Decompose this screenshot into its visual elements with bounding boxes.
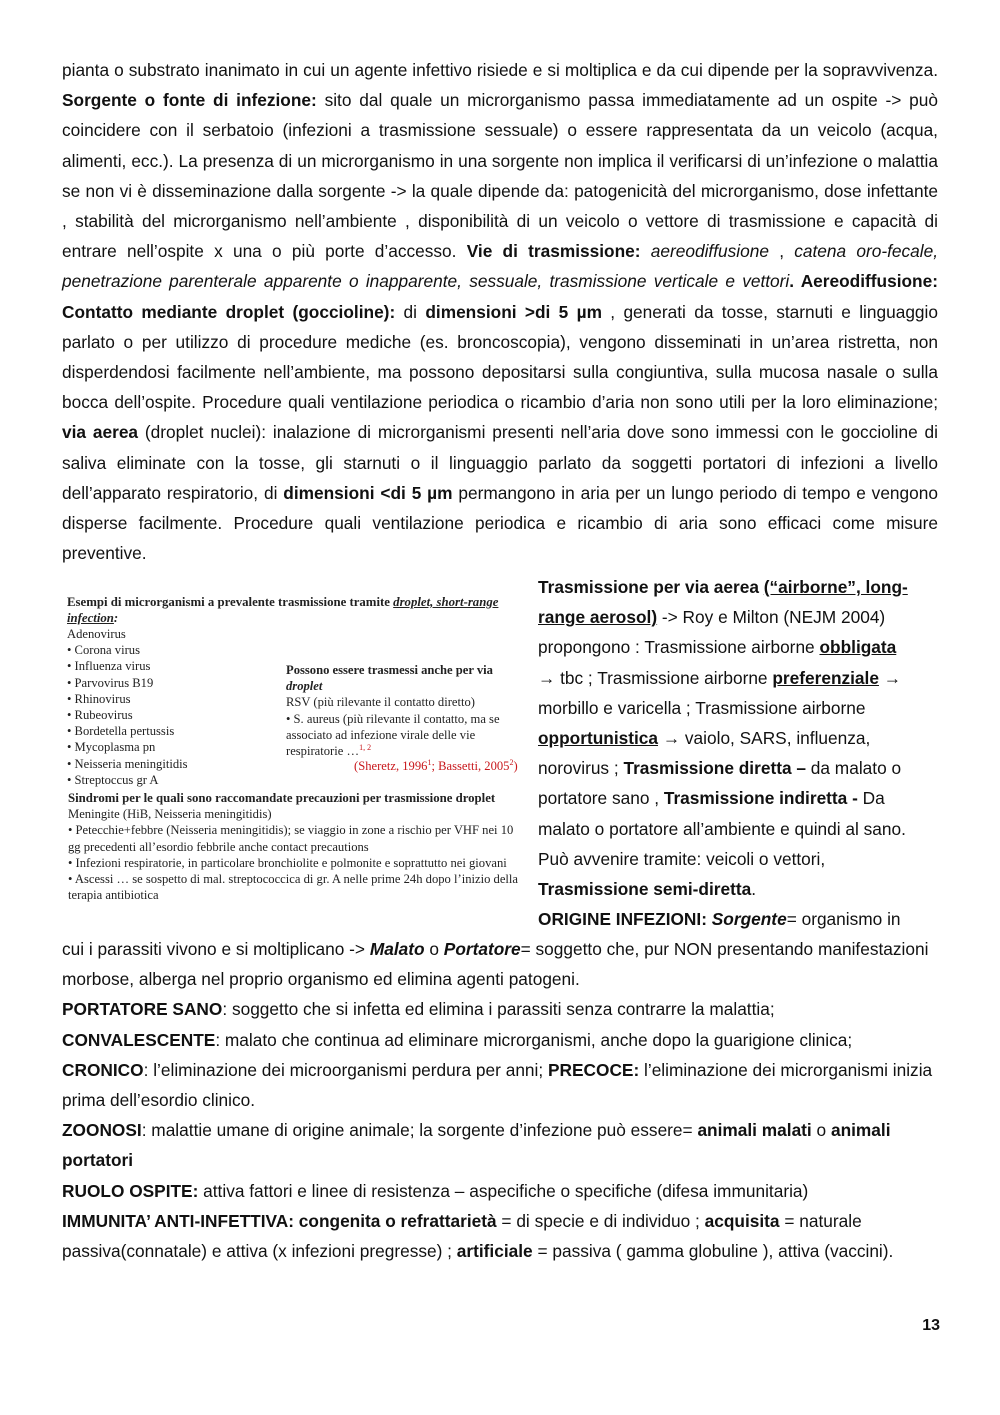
text-run: : soggetto che si infetta ed elimina i parassiti senza contrarre la malattia; bbox=[222, 999, 775, 1020]
text-run: animali malati bbox=[697, 1120, 812, 1141]
text-run: = soggetto che, pur NON presentando manifestazioni morbose, alberga nel proprio organismo ed elimina agenti patogeni. bbox=[62, 939, 929, 990]
text-run: portatore sano , bbox=[538, 788, 664, 809]
list-item: • Parvovirus B19 bbox=[67, 675, 154, 690]
text-run: Trasmissione semi-diretta bbox=[538, 879, 752, 900]
list-item: • Neisseria meningitidis bbox=[67, 756, 188, 771]
syndrome-item: Meningite (HiB, Neisseria meningitidis) bbox=[68, 807, 272, 822]
airborne-column bbox=[538, 572, 938, 934]
paragraph-line bbox=[62, 1115, 938, 1175]
text-run: (droplet nuclei): inalazione di microrganismi presenti nell’aria dove sono immessi con le goccioline di saliva eliminate con la tosse, gli starnuti o il linguaggio parlato da soggetti portatori di infezioni a livello dell’apparato respiratorio, di bbox=[62, 422, 938, 503]
text-run: l’eliminazione dei microrganismi inizia prima dell’esordio clinico. bbox=[62, 1059, 933, 1111]
text-run: = di specie e di individuo ; bbox=[496, 1210, 705, 1231]
column-line bbox=[538, 632, 938, 662]
droplet-figure bbox=[62, 588, 530, 924]
paragraph-line bbox=[62, 1206, 938, 1266]
text-run: Sorgente bbox=[711, 909, 787, 930]
text-run: Malato bbox=[369, 939, 425, 959]
text-run: . Aereodiffusione: Contatto mediante droplet (goccioline): bbox=[62, 271, 938, 322]
text-run: via aerea bbox=[62, 422, 139, 443]
text-run: : l’eliminazione dei microorganismi perdura per anni; bbox=[143, 1059, 548, 1080]
page-number: 13 bbox=[922, 1317, 940, 1334]
figure-side-note bbox=[286, 662, 526, 759]
text-run: cui i parassiti vivono e si moltiplicano -> bbox=[62, 939, 370, 959]
microorganism-list bbox=[67, 626, 287, 788]
column-line bbox=[538, 874, 938, 904]
text-run: opportunistica bbox=[538, 728, 659, 749]
syndromes-section bbox=[68, 790, 528, 903]
text-run: : malato che continua ad eliminare microrganismi, anche dopo la guarigione clinica; bbox=[215, 1029, 853, 1050]
side-item: RSV (più rilevante il contatto diretto) bbox=[286, 695, 475, 710]
list-item: • Bordetella pertussis bbox=[67, 724, 175, 739]
text-run: . bbox=[751, 879, 757, 900]
text-run: Sorgente o fonte di infezione: bbox=[62, 90, 317, 111]
text-run: dimensioni <di 5 µm bbox=[283, 482, 453, 503]
text-run: attiva fattori e linee di resistenza – aspecifiche o specifiche (difesa immunitaria) bbox=[198, 1180, 809, 1201]
text-run: da malato o bbox=[805, 758, 902, 779]
column-line bbox=[538, 693, 938, 723]
text-run: ZOONOSI bbox=[62, 1120, 142, 1141]
text-run: sito dal quale un microrganismo passa immediatamente ad un ospite -> può coincidere con il serbatoio (infezioni a trasmissione sessuale) o essere rappresentata da un veicolo (acqua, alimenti, ecc.). La presenza di un microrganismo in una sorgente non implica il verificarsi di un’infezione o malattia se non vi è disseminazione dalla sorgente -> la quale dipende da: patogenicità del microrganismo, dose infettante , stabilità del microrganismo nell’ambiente , disponibilità di un veicolo o vettore di trasmissione e capacità di entrare nell’ospite x una o più porte d’accesso. bbox=[62, 90, 938, 262]
text-run: → tbc ; Trasmissione airborne bbox=[538, 667, 773, 688]
text-run: range aerosol) bbox=[538, 607, 658, 628]
list-item: • Corona virus bbox=[67, 643, 140, 658]
text-run: preferenziale bbox=[772, 667, 879, 688]
text-run bbox=[641, 241, 651, 261]
text-run: -> Roy e Milton (NEJM 2004) bbox=[657, 607, 886, 628]
list-item: • Mycoplasma pn bbox=[67, 740, 156, 755]
text-run: Trasmissione diretta – bbox=[623, 758, 806, 779]
syndrome-item: • Infezioni respiratorie, in particolare bronchiolite e polmonite e soprattutto nei giovani bbox=[68, 855, 507, 870]
text-run: (“airborne”, long- bbox=[763, 577, 908, 597]
column-line bbox=[538, 723, 938, 753]
syndromes-heading: Sindromi per le quali sono raccomandate precauzioni per trasmissione droplet bbox=[68, 791, 496, 805]
text-run: , bbox=[768, 241, 795, 262]
text-run: malato o portatore all’ambiente e quindi al sano. bbox=[538, 818, 906, 839]
text-run: , generati da tosse, starnuti e linguaggio parlato o per utilizzo di procedure mediche (es. broncoscopia), vengono disseminati in un’area ristretta, non disperdendosi facilmente nell’ambiente, ma possono depositarsi sulla congiuntiva, sulla mucosa nasale o sulla bocca dell’ospite. Procedure quali ventilazione periodica o ricambio d’aria non sono utili per la loro eliminazione; bbox=[62, 301, 938, 413]
side-heading: Possono essere trasmessi anche per via droplet bbox=[286, 663, 493, 694]
list-item: Adenovirus bbox=[67, 627, 126, 641]
figure-title: Esempi di microrganismi a prevalente trasmissione tramite droplet, short-range infection: bbox=[67, 595, 499, 626]
column-line bbox=[538, 844, 938, 874]
text-run: Trasmissione indiretta - bbox=[663, 788, 858, 809]
paragraph-line bbox=[62, 1176, 938, 1206]
text-run: aereodiffusione bbox=[650, 241, 769, 262]
text-run: dimensioni >di 5 µm bbox=[425, 301, 602, 322]
text-run: Può avvenire tramite: veicoli o vettori, bbox=[538, 848, 826, 869]
text-run: o bbox=[811, 1120, 831, 1141]
paragraph-origin bbox=[62, 934, 938, 1266]
text-run: artificiale bbox=[456, 1241, 533, 1262]
text-run: norovirus ; bbox=[538, 758, 624, 779]
syndrome-item: • Ascessi … se sospetto di mal. streptococcica di gr. A nelle prime 24h dopo l’inizio della terapia antibiotica bbox=[68, 872, 518, 903]
text-run: → bbox=[878, 667, 902, 688]
text-run: morbillo e varicella ; Trasmissione airborne bbox=[538, 697, 866, 718]
text-run: CRONICO bbox=[62, 1059, 144, 1080]
paragraph-line bbox=[62, 1055, 938, 1115]
text-run: obbligata bbox=[819, 637, 897, 658]
text-run: propongono : Trasmissione airborne bbox=[538, 637, 820, 658]
text-run: Trasmissione per via aerea bbox=[538, 577, 764, 597]
text-run: animali portatori bbox=[62, 1120, 891, 1171]
syndrome-item: • Petecchie+febbre (Neisseria meningitidis); se viaggio in zone a rischio per VHF nei 10 gg precedenti all’esordio febbrile anche contact precautions bbox=[68, 823, 514, 854]
list-item: • Rhinovirus bbox=[67, 691, 131, 706]
text-run: permangono in aria per un lungo periodo di tempo e vengono disperse facilmente. Procedure quali ventilazione periodica e ricambio di aria sono efficaci come misure preventive. bbox=[62, 482, 938, 564]
list-item: • Streptoccus gr A bbox=[67, 772, 159, 787]
side-item: • S. aureus (più rilevante il contatto, ma se associato ad infezione virale delle vie respiratorie …$^{1, 2}$ bbox=[286, 711, 500, 759]
column-line bbox=[538, 783, 938, 813]
column-line bbox=[538, 753, 938, 783]
text-run: acquisita bbox=[704, 1210, 780, 1231]
paragraph-transmission bbox=[62, 55, 938, 568]
paragraph-line bbox=[62, 934, 938, 994]
text-run: di bbox=[395, 301, 426, 322]
text-run: pianta o substrato inanimato in cui un agente infettivo risiede e si moltiplica e da cui dipende per la sopravvivenza. bbox=[62, 60, 938, 80]
text-run: CONVALESCENTE bbox=[62, 1029, 216, 1050]
text-run: → vaiolo, SARS, influenza, bbox=[658, 728, 871, 749]
paragraph-line bbox=[62, 994, 938, 1024]
column-line bbox=[538, 602, 938, 632]
text-run: catena oro-fecale, penetrazione parenterale apparente o inapparente, sessuale, trasmissione verticale e vettori bbox=[62, 241, 939, 292]
text-run: Da bbox=[857, 788, 885, 809]
column-line bbox=[538, 904, 938, 934]
text-run: RUOLO OSPITE: bbox=[62, 1180, 199, 1201]
text-run: PORTATORE SANO bbox=[62, 999, 223, 1020]
text-run: ORIGINE INFEZIONI: bbox=[538, 909, 712, 930]
text-run: Vie di trasmissione: bbox=[466, 241, 641, 262]
list-item: • Influenza virus bbox=[67, 659, 151, 674]
text-run: o bbox=[424, 939, 444, 959]
column-line bbox=[538, 814, 938, 844]
text-run: PRECOCE: bbox=[548, 1059, 640, 1080]
figure-citation: (Sheretz, 1996$^1$; Bassetti, 2005$^2$) bbox=[354, 757, 518, 773]
text-run: Portatore bbox=[443, 939, 521, 959]
text-run: = passiva ( gamma globuline ), attiva (vaccini). bbox=[532, 1241, 894, 1262]
text-run: IMMUNITA’ ANTI-INFETTIVA: congenita o refrattarietà bbox=[62, 1210, 497, 1231]
text-run: = naturale passiva(connatale) e attiva (x infezioni pregresse) ; bbox=[62, 1210, 862, 1262]
column-line bbox=[538, 572, 938, 602]
column-line bbox=[538, 663, 938, 693]
paragraph-line bbox=[62, 1025, 938, 1055]
text-run: = organismo in bbox=[786, 909, 901, 930]
text-run: : malattie umane di origine animale; la sorgente d’infezione può essere= bbox=[141, 1120, 698, 1141]
list-item: • Rubeovirus bbox=[67, 707, 133, 722]
